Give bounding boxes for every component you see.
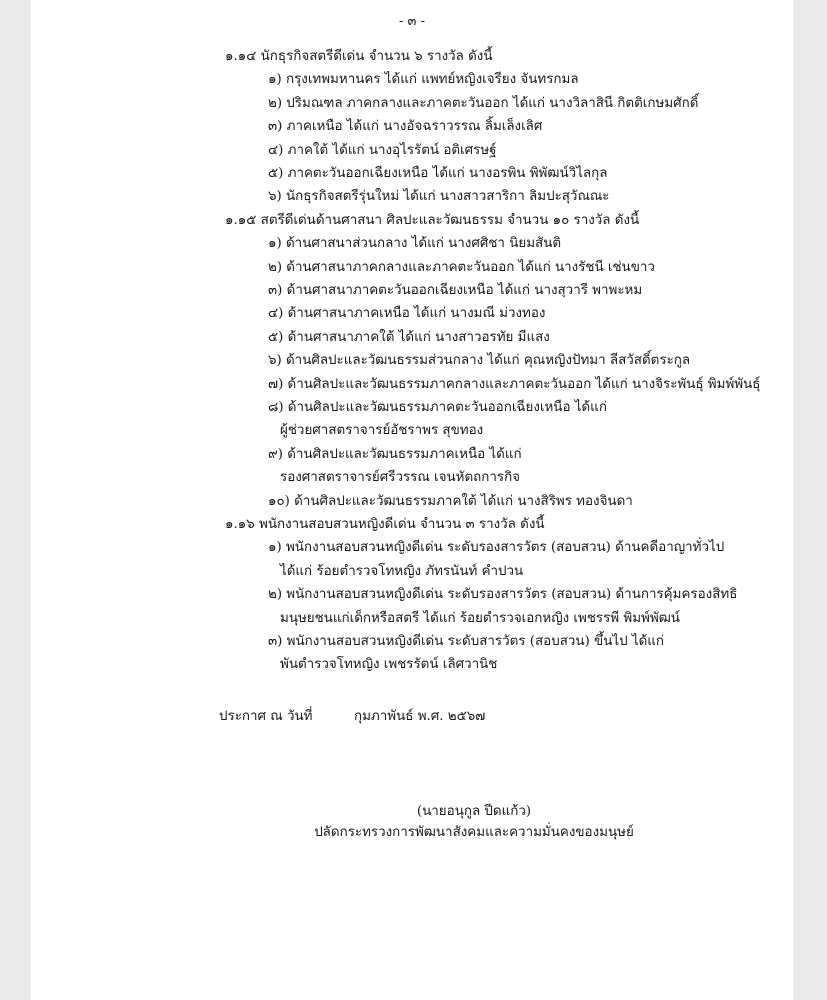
list-item: ๓) ด้านศาสนาภาคตะวันออกเฉียงเหนือ ได้แก่ นางสุวารี พาพะหม (268, 283, 643, 298)
list-item: ๕) ภาคตะวันออกเฉียงเหนือ ได้แก่ นางอรพิน พิพัฒน์วิไลกุล (268, 166, 608, 181)
list-item: ๖) ด้านศิลปะและวัฒนธรรมส่วนกลาง ได้แก่ คุณหญิงปัทมา ลีสวัสดิ์ตระกูล (268, 353, 691, 368)
list-item: ๑) พนักงานสอบสวนหญิงดีเด่น ระดับรองสารวัตร (สอบสวน) ด้านคดีอาญาทั่วไป (268, 540, 725, 555)
list-item: ๓) ภาคเหนือ ได้แก่ นางอัจฉราวรรณ ลิ้มเล็งเลิศ (268, 119, 543, 134)
announce-date: กุมภาพันธ์ พ.ศ. ๒๕๖๗ (354, 709, 486, 724)
list-item-continuation: รองศาสตราจารย์ศรีวรรณ เจนหัตถการกิจ (280, 470, 521, 485)
signatory-name: (นายอนุกูล ปีดแก้ว) (416, 804, 532, 819)
announce-date-prefix: ประกาศ ณ วันที่ (219, 709, 313, 724)
section-heading: ๑.๑๕ สตรีดีเด่นด้านศาสนา ศิลปะและวัฒนธรรม จำนวน ๑๐ รางวัล ดังนี้ (225, 213, 640, 228)
list-item: ๘) ด้านศิลปะและวัฒนธรรมภาคตะวันออกเฉียงเหนือ ได้แก่ (268, 400, 607, 415)
list-item: ๓) พนักงานสอบสวนหญิงดีเด่น ระดับสารวัตร (สอบสวน) ขึ้นไป ได้แก่ (268, 634, 665, 649)
section-heading: ๑.๑๖ พนักงานสอบสวนหญิงดีเด่น จำนวน ๓ รางวัล ดังนี้ (225, 517, 545, 532)
list-item: ๖) นักธุรกิจสตรีรุ่นใหม่ ได้แก่ นางสาวสาริกา ลิมปะสุวัณณะ (268, 189, 610, 204)
list-item: ๑) กรุงเทพมหานคร ได้แก่ แพทย์หญิงเจรียง จันทรกมล (268, 72, 579, 87)
list-item: ๗) ด้านศิลปะและวัฒนธรรมภาคกลางและภาคตะวันออก ได้แก่ นางจิระพันธุ์ พิมพ์พันธุ์ (268, 377, 761, 392)
list-item-continuation: พันตำรวจโทหญิง เพชรรัตน์ เลิศวานิช (280, 657, 498, 672)
list-item: ๒) ปริมณฑล ภาคกลางและภาคตะวันออก ได้แก่ นางวิลาสินี กิตติเกษมศักดิ์ (268, 96, 699, 111)
list-item-continuation: ได้แก่ ร้อยตำรวจโทหญิง ภัทรนันท์ คำปวน (280, 564, 524, 579)
document-page (31, 0, 793, 1000)
list-item: ๑) ด้านศาสนาส่วนกลาง ได้แก่ นางศศิชา นิยมสันติ (268, 236, 562, 251)
list-item: ๒) พนักงานสอบสวนหญิงดีเด่น ระดับรองสารวัตร (สอบสวน) ด้านการคุ้มครองสิทธิ (268, 587, 738, 602)
list-item: ๑๐) ด้านศิลปะและวัฒนธรรมภาคใต้ ได้แก่ นางสิริพร ทองจินดา (268, 494, 633, 509)
signatory-title: ปลัดกระทรวงการพัฒนาสังคมและความมั่นคงของมนุษย์ (314, 825, 634, 840)
list-item-continuation: ผู้ช่วยศาสตราจารย์อัชราพร สุขทอง (280, 423, 484, 438)
list-item: ๙) ด้านศิลปะและวัฒนธรรมภาคเหนือ ได้แก่ (268, 447, 522, 462)
list-item: ๔) ด้านศาสนาภาคเหนือ ได้แก่ นางมณี ม่วงทอง (268, 306, 546, 321)
page-number: - ๓ - (399, 14, 425, 29)
list-item-continuation: มนุษยชนแก่เด็กหรือสตรี ได้แก่ ร้อยตำรวจเอกหญิง เพชรรพี พิมพ์พัฒน์ (280, 611, 680, 626)
section-heading: ๑.๑๔ นักธุรกิจสตรีดีเด่น จำนวน ๖ รางวัล ดังนี้ (225, 49, 493, 64)
list-item: ๒) ด้านศาสนาภาคกลางและภาคตะวันออก ได้แก่ นางรัชนี เช่นขาว (268, 260, 655, 275)
list-item: ๕) ด้านศาสนาภาคใต้ ได้แก่ นางสาวอรทัย มีแสง (268, 330, 550, 345)
list-item: ๔) ภาคใต้ ได้แก่ นางอุไรรัตน์ อติเศรษฐ์ (268, 143, 497, 158)
